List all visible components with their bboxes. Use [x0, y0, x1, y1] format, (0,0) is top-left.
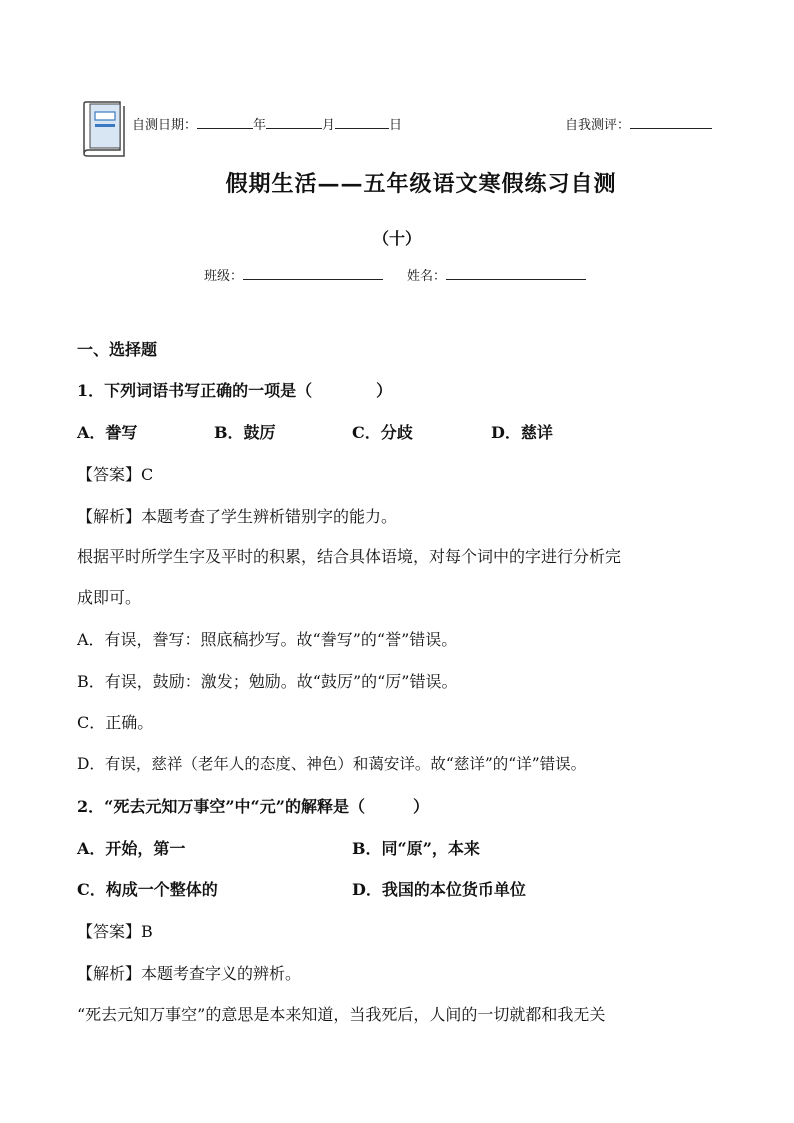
q2-answer: 【答案】B: [77, 922, 153, 941]
q1-explanation-c: C．正确。: [77, 713, 154, 732]
q2-paragraph-1: “死去元知万事空”的意思是本来知道，当我死后，人间的一切就都和我无关: [77, 1005, 606, 1024]
self-eval-label: 自我测评：: [565, 118, 631, 133]
page-subtitle: （十）: [372, 229, 421, 248]
q2-option-d: D．我国的本位货币单位: [352, 880, 526, 899]
month-blank[interactable]: [266, 116, 322, 129]
q1-option-d: D．慈详: [491, 423, 553, 442]
year-label: 年: [253, 118, 267, 133]
q1-explanation-b: B．有误，鼓励：激发；勉励。故“鼓厉”的“厉”错误。: [77, 672, 458, 691]
q1-option-b: B．鼓厉: [214, 423, 276, 442]
q1-paragraph-1: 根据平时所学生字及平时的积累，结合具体语境，对每个词中的字进行分析完: [77, 547, 622, 566]
class-line: [204, 265, 383, 284]
q1-explanation-a: A．有误，誊写：照底稿抄写。故“誊写”的“誉”错误。: [77, 630, 458, 649]
class-blank[interactable]: [243, 267, 383, 280]
q2-option-b: B．同“原”，本来: [352, 839, 480, 858]
self-evaluation-line: [565, 114, 712, 133]
q2-option-a: A．开始，第一: [77, 839, 186, 858]
q1-analysis: 【解析】本题考查了学生辨析错别字的能力。: [77, 507, 398, 526]
question-1-stem: 1．下列词语书写正确的一项是（ ）: [77, 381, 393, 400]
day-label: 日: [389, 118, 403, 133]
month-label: 月: [322, 118, 336, 133]
book-icon: [80, 100, 128, 158]
page-title: 假期生活——五年级语文寒假练习自测: [225, 171, 617, 197]
q1-answer: 【答案】C: [77, 465, 154, 484]
self-test-date-line: [132, 114, 402, 133]
name-blank[interactable]: [446, 267, 586, 280]
day-blank[interactable]: [335, 116, 389, 129]
class-label: 班级：: [204, 269, 244, 284]
q1-paragraph-2: 成即可。: [77, 588, 142, 607]
q2-option-c: C．构成一个整体的: [77, 880, 218, 899]
q1-option-c: C．分歧: [352, 423, 413, 442]
name-label: 姓名：: [407, 269, 447, 284]
q2-analysis: 【解析】本题考查字义的辨析。: [77, 964, 302, 983]
q1-explanation-d: D．有误，慈祥（老年人的态度、神色）和蔼安详。故“慈详”的“详”错误。: [77, 755, 587, 773]
self-eval-blank[interactable]: [630, 116, 712, 129]
date-label: 自测日期：: [132, 118, 198, 133]
question-2-stem: 2．“死去元知万事空”中“元”的解释是（ ）: [77, 797, 429, 816]
section-heading: 一、选择题: [77, 340, 158, 359]
q1-option-a: A．誊写: [77, 423, 138, 442]
year-blank[interactable]: [197, 116, 253, 129]
name-line: [407, 265, 586, 284]
